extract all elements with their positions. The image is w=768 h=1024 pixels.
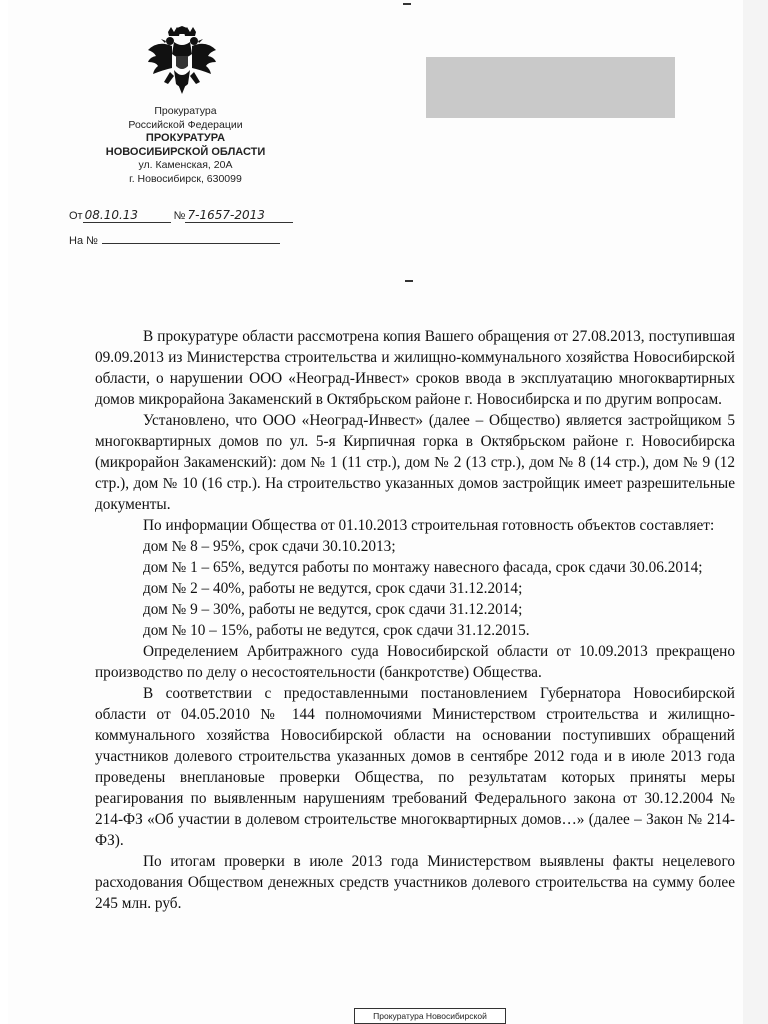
letterhead-org-region: НОВОСИБИРСКОЙ ОБЛАСТИ bbox=[105, 145, 266, 158]
scan-margin bbox=[743, 0, 768, 1024]
reply-to-label: На № bbox=[69, 235, 98, 247]
from-label: От bbox=[69, 210, 83, 222]
letterhead bbox=[78, 105, 293, 187]
letterhead-line: Прокуратура bbox=[154, 105, 217, 117]
scan-mark bbox=[403, 3, 411, 5]
list-item: дом № 8 – 95%, срок сдачи 30.10.2013; bbox=[143, 538, 396, 555]
letterhead-address: ул. Каменская, 20А bbox=[138, 159, 233, 172]
reply-to-blank bbox=[102, 233, 280, 244]
paragraph: В соответствии с предоставленными постановлением Губернатора Новосибирской области от 04.05.2010 № 144 полномочиями Министерством строительства и жилищно-коммунального хозяйства Новосибирской области на основании поступивших обращений участников долевого строительства указанных домов в сентябре 2012 года и в июле 2013 года проведены внеплановые проверки Общества, по результатам которых приняты меры реагирования по выявленным нарушениям требований Федерального закона от 30.12.2004 № 214-ФЗ «Об участии в долевом строительстве многоквартирных домов…» (далее – Закон № 214-ФЗ). bbox=[95, 685, 735, 849]
paragraph: В прокуратуре области рассмотрена копия Вашего обращения от 27.08.2013, поступившая 09.09.2013 из Министерства строительства и жилищно-коммунального хозяйства Новосибирской области, о нарушении ООО «Неоград-Инвест» сроков ввода в эксплуатацию многоквартирных домов микрорайона Закаменский в Октябрьском районе г. Новосибирска и по другим вопросам. bbox=[95, 328, 735, 408]
handwritten-date: 08.10.13 bbox=[83, 208, 171, 223]
letterhead-city: г. Новосибирск, 630099 bbox=[129, 172, 242, 185]
scan-mark bbox=[405, 280, 413, 282]
paragraph: По информации Общества от 01.10.2013 строительная готовность объектов составляет: bbox=[143, 517, 715, 534]
letterhead-org-name: ПРОКУРАТУРА bbox=[145, 132, 226, 145]
list-item: дом № 9 – 30%, работы не ведутся, срок сдачи 31.12.2014; bbox=[143, 601, 523, 618]
double-headed-eagle-emblem bbox=[144, 26, 220, 96]
paragraph: Определением Арбитражного суда Новосибирской области от 10.09.2013 прекращено производство по делу о несостоятельности (банкротстве) Общества. bbox=[95, 643, 735, 681]
letter-body bbox=[95, 326, 735, 914]
reference-line bbox=[69, 208, 293, 223]
list-item: дом № 2 – 40%, работы не ведутся, срок сдачи 31.12.2014; bbox=[143, 580, 523, 597]
handwritten-number: 7-1657-2013 bbox=[185, 208, 293, 223]
list-item: дом № 10 – 15%, работы не ведутся, срок сдачи 31.12.2015. bbox=[143, 622, 530, 639]
number-label: № bbox=[173, 210, 186, 222]
paragraph: По итогам проверки в июле 2013 года Министерством выявлены факты нецелевого расходования Обществом денежных средств участников долевого строительства на сумму более 245 млн. руб. bbox=[95, 853, 735, 912]
reply-to-line bbox=[69, 233, 280, 247]
letterhead-line: Российской Федерации bbox=[128, 118, 243, 131]
paragraph: Установлено, что ООО «Неоград-Инвест» (далее – Общество) является застройщиком 5 многоквартирных домов по ул. 5-я Кирпичная горка в Октябрьском районе г. Новосибирска (микрорайон Закаменский): дом № 1 (11 стр.), дом № 2 (13 стр.), дом № 8 (14 стр.), дом № 9 (12 стр.), дом № 10 (16 стр.). На строительство указанных домов застройщик имеет разрешительные документы. bbox=[95, 412, 735, 513]
list-item: дом № 1 – 65%, ведутся работы по монтажу навесного фасада, срок сдачи 30.06.2014; bbox=[143, 559, 703, 576]
letter-page bbox=[8, 0, 743, 1024]
footer-stamp: Прокуратура Новосибирской bbox=[354, 1008, 506, 1024]
redacted-recipient-block bbox=[426, 57, 675, 118]
